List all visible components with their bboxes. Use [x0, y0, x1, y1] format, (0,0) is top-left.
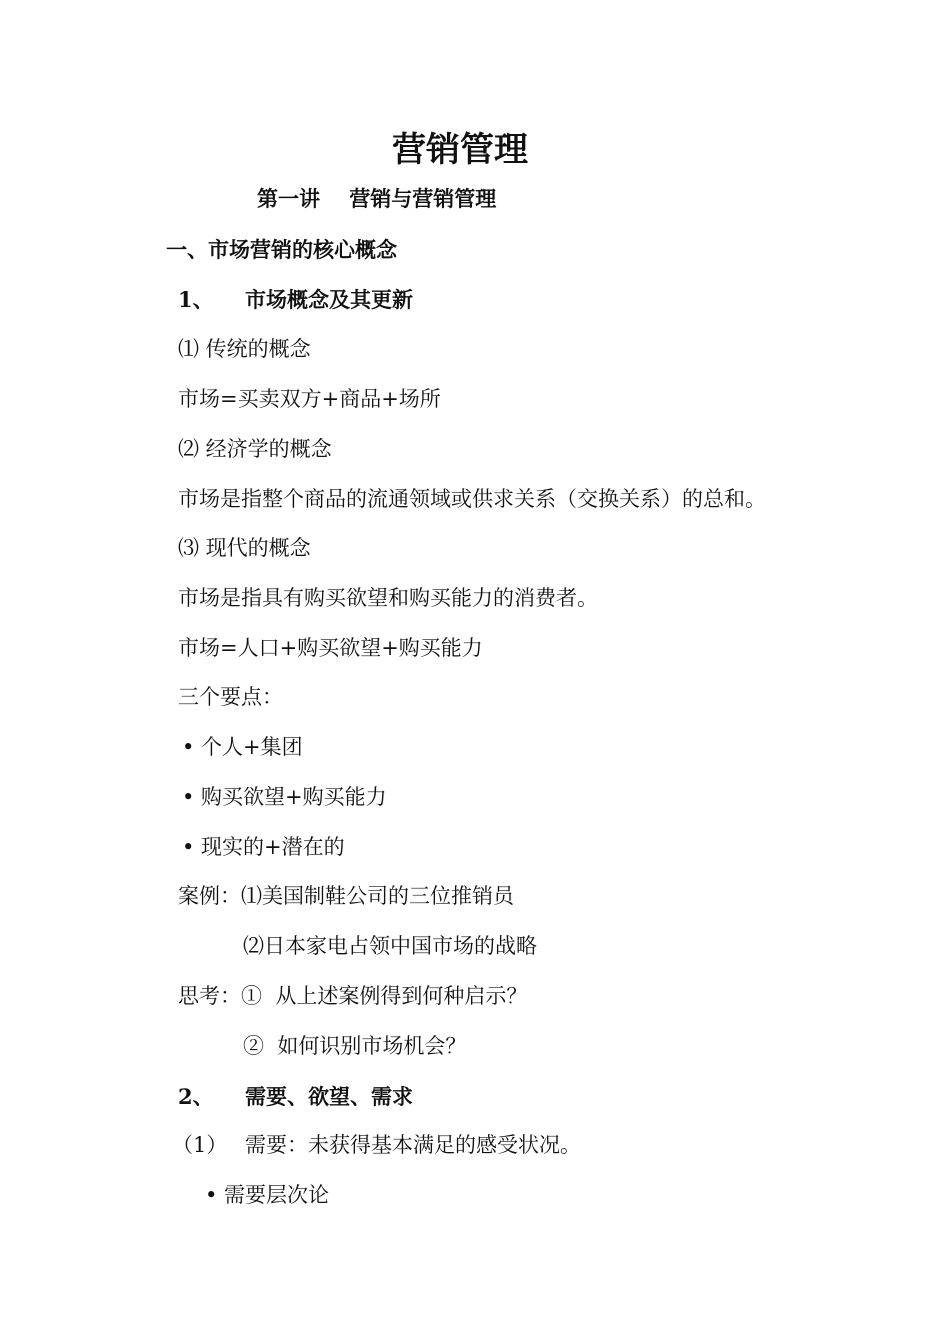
paragraph: 需要：未获得基本满足的感受状况。	[245, 1133, 581, 1157]
paragraph: 市场=买卖双方+商品+场所	[178, 387, 441, 411]
think-line: 思考：① 从上述案例得到何种启示？	[178, 984, 528, 1008]
case-line: ⑵日本家电占领中国市场的战略	[243, 934, 537, 958]
concept-heading: ⑵ 经济学的概念	[178, 437, 332, 461]
item-heading: 市场概念及其更新	[245, 287, 413, 312]
bullet-item: • 需要层次论	[205, 1183, 330, 1207]
think-line: ② 如何识别市场机会？	[243, 1034, 467, 1058]
item-number: 1、	[178, 287, 214, 312]
document-title: 营销管理	[392, 130, 528, 170]
case-line: 案例：⑴美国制鞋公司的三位推销员	[178, 884, 514, 908]
paragraph: 市场=人口+购买欲望+购买能力	[178, 636, 483, 660]
bullet-item: • 现实的+潜在的	[182, 835, 345, 859]
paragraph: 市场是指整个商品的流通领域或供求关系（交换关系）的总和。	[178, 487, 766, 511]
lecture-heading: 第一讲 营销与营销管理	[257, 186, 497, 211]
paragraph: 市场是指具有购买欲望和购买能力的消费者。	[178, 586, 598, 610]
concept-heading: ⑶ 现代的概念	[178, 536, 311, 560]
subitem-number: （1）	[172, 1133, 228, 1157]
item-heading: 需要、欲望、需求	[245, 1084, 413, 1109]
bullet-item: • 个人+集团	[182, 735, 303, 759]
points-label: 三个要点：	[178, 685, 283, 709]
item-number: 2、	[178, 1084, 214, 1109]
section-heading: 一、市场营销的核心概念	[166, 237, 397, 262]
concept-heading: ⑴ 传统的概念	[178, 337, 311, 361]
bullet-item: • 购买欲望+购买能力	[182, 785, 387, 809]
